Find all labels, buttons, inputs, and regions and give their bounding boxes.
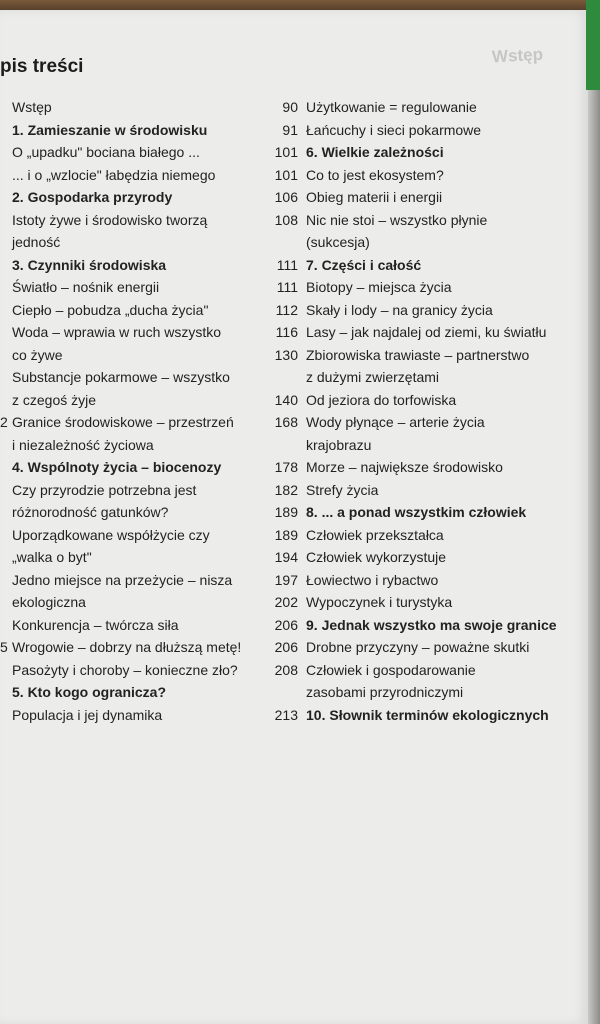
page-number: 101 <box>274 144 298 160</box>
entry-title: ... i o „wzlocie" łabędzia niemego <box>12 166 216 183</box>
entry-title: 10. Słownik terminów ekologicznych <box>306 706 549 723</box>
entry-title: Światło – nośnik energii <box>12 279 160 295</box>
toc-entry <box>270 141 570 164</box>
toc-entry <box>270 254 570 277</box>
entry-title: Wypoczynek i turystyka <box>306 594 453 610</box>
toc-entry <box>270 546 570 569</box>
entry-title: 7. Części i całość <box>306 256 422 273</box>
entry-title: ekologiczna <box>12 594 86 610</box>
toc-entry <box>0 614 268 637</box>
entry-title: Lasy – jak najdalej od ziemi, ku światłu <box>306 324 547 340</box>
toc-entry <box>270 636 570 659</box>
toc-entry <box>270 119 570 142</box>
page-number: 206 <box>274 639 298 655</box>
toc-entry <box>270 681 570 704</box>
entry-title: Ciepło – pobudza „ducha życia" <box>12 301 209 318</box>
entry-title: Wody płynące – arterie życia <box>306 414 485 430</box>
toc-entry <box>0 119 268 142</box>
toc-entry <box>0 231 268 254</box>
page-number: 116 <box>275 324 298 340</box>
entry-title: Człowiek przekształca <box>306 526 444 543</box>
entry-title: „walka o byt" <box>12 549 92 565</box>
toc-entry <box>270 591 570 614</box>
toc-entry <box>270 456 570 479</box>
entry-title: Co to jest ekosystem? <box>306 166 444 183</box>
page-edge <box>588 0 600 1024</box>
page-number: 91 <box>282 121 298 138</box>
page-number: 213 <box>274 706 298 723</box>
toc-entry <box>0 299 268 322</box>
toc-entry <box>0 411 268 434</box>
toc-entry <box>0 389 268 412</box>
entry-title: z dużymi zwierzętami <box>306 369 440 385</box>
toc-entry <box>0 164 268 187</box>
entry-title: Użytkowanie = regulowanie <box>306 99 477 115</box>
page-number: 189 <box>274 504 298 520</box>
entry-title: Czy przyrodzie potrzebna jest <box>12 481 197 498</box>
toc-entry <box>270 411 570 434</box>
green-bookmark-tab <box>586 0 600 90</box>
toc-entry <box>270 501 570 524</box>
toc-left-column <box>0 96 268 726</box>
page-number: 2 <box>0 414 8 430</box>
entry-title: różnorodność gatunków? <box>12 504 169 520</box>
toc-entry <box>0 344 268 367</box>
toc-entry <box>270 659 570 682</box>
entry-title: jedność <box>12 234 61 250</box>
page-number: 101 <box>274 166 298 183</box>
toc-entry <box>270 704 570 727</box>
entry-title: Substancje pokarmowe – wszystko <box>12 369 230 385</box>
bleed-through-header: Wstęp <box>491 44 544 67</box>
page-number: 206 <box>274 616 298 633</box>
toc-entry <box>270 614 570 637</box>
toc-entry <box>0 456 268 479</box>
page-number: 111 <box>276 279 298 295</box>
page-number: 140 <box>274 391 298 408</box>
entry-title: Pasożyty i choroby – konieczne zło? <box>12 661 238 678</box>
page-number: 130 <box>274 346 298 363</box>
toc-entry <box>0 591 268 614</box>
entry-title: Uporządkowane współżycie czy <box>12 526 210 543</box>
page-number: 106 <box>274 189 298 205</box>
toc-entry <box>270 389 570 412</box>
entry-title: 5. Kto kogo ogranicza? <box>12 684 167 700</box>
entry-title: O „upadku" bociana białego ... <box>12 144 200 160</box>
toc-entry <box>0 434 268 457</box>
entry-title: Zbiorowiska trawiaste – partnerstwo <box>306 346 530 363</box>
toc-entry <box>0 254 268 277</box>
entry-title: 3. Czynniki środowiska <box>12 256 167 273</box>
toc-entry <box>270 479 570 502</box>
entry-title: Drobne przyczyny – poważne skutki <box>306 639 530 655</box>
page-title: pis treści <box>0 56 84 77</box>
entry-title: Łowiectwo i rybactwo <box>306 571 439 588</box>
entry-title: 6. Wielkie zależności <box>306 144 444 160</box>
entry-title: Skały i lody – na granicy życia <box>306 301 493 318</box>
toc-entry <box>270 344 570 367</box>
toc-entry <box>0 524 268 547</box>
toc-entry <box>0 141 268 164</box>
toc-entry <box>0 186 268 209</box>
page-number: 189 <box>274 526 298 543</box>
toc-entry <box>270 321 570 344</box>
toc-entry <box>0 479 268 502</box>
entry-title: Istoty żywe i środowisko tworzą <box>12 211 208 228</box>
page-number: 112 <box>275 301 298 318</box>
toc-entry <box>270 366 570 389</box>
entry-title: Jedno miejsce na przeżycie – nisza <box>12 571 233 588</box>
entry-title: Wstęp <box>12 99 52 115</box>
page-number: 90 <box>282 99 298 115</box>
entry-title: z czegoś żyje <box>12 391 97 408</box>
toc-entry <box>0 636 268 659</box>
toc-entry <box>0 209 268 232</box>
page-number: 111 <box>276 256 298 273</box>
entry-title: Strefy życia <box>306 481 379 498</box>
entry-title: krajobrazu <box>306 436 372 453</box>
book-page <box>0 10 588 1024</box>
entry-title: 1. Zamieszanie w środowisku <box>12 121 208 138</box>
entry-title: 2. Gospodarka przyrody <box>12 189 173 205</box>
entry-title: zasobami przyrodniczymi <box>306 684 464 700</box>
toc-entry <box>270 276 570 299</box>
toc-entry <box>0 321 268 344</box>
entry-title: Konkurencja – twórcza siła <box>12 616 179 633</box>
entry-title: Morze – największe środowisko <box>306 459 503 475</box>
toc-right-column <box>270 96 570 726</box>
toc-entry <box>0 96 268 119</box>
entry-title: Populacja i jej dynamika <box>12 706 163 723</box>
toc-entry <box>270 96 570 119</box>
page-number: 194 <box>274 549 298 565</box>
entry-title: Wrogowie – dobrzy na dłuższą metę! <box>12 639 242 655</box>
page-number: 197 <box>274 571 298 588</box>
entry-title: 9. Jednak wszystko ma swoje granice <box>306 616 557 633</box>
page-number: 168 <box>274 414 298 430</box>
toc-entry <box>270 569 570 592</box>
toc-entry <box>270 186 570 209</box>
page-number: 5 <box>0 639 8 655</box>
toc-entry <box>0 569 268 592</box>
toc-entry <box>0 659 268 682</box>
entry-title: 4. Wspólnoty życia – biocenozy <box>12 459 222 475</box>
entry-title: Od jeziora do torfowiska <box>306 391 457 408</box>
page-number: 108 <box>274 211 298 228</box>
toc-entry <box>270 231 570 254</box>
entry-title: Nic nie stoi – wszystko płynie <box>306 211 488 228</box>
toc-entry <box>0 546 268 569</box>
entry-title: (sukcesja) <box>306 234 370 250</box>
entry-title: Człowiek wykorzystuje <box>306 549 447 565</box>
entry-title: 8. ... a ponad wszystkim człowiek <box>306 504 527 520</box>
toc-entry <box>270 164 570 187</box>
toc-entry <box>270 434 570 457</box>
toc-entry <box>270 209 570 232</box>
entry-title: Woda – wprawia w ruch wszystko <box>12 324 222 340</box>
page-number: 208 <box>274 661 298 678</box>
toc-entry <box>0 704 268 727</box>
entry-title: co żywe <box>12 346 63 363</box>
toc-entry <box>0 681 268 704</box>
entry-title: Łańcuchy i sieci pokarmowe <box>306 121 482 138</box>
page-number: 178 <box>274 459 298 475</box>
toc-entry <box>0 366 268 389</box>
toc-entry <box>270 524 570 547</box>
entry-title: Obieg materii i energii <box>306 189 443 205</box>
entry-title: Biotopy – miejsca życia <box>306 279 452 295</box>
page-number: 182 <box>274 481 298 498</box>
toc-entry <box>270 299 570 322</box>
page-number: 202 <box>274 594 298 610</box>
toc-entry <box>0 501 268 524</box>
entry-title: i niezależność życiowa <box>12 436 154 453</box>
entry-title: Człowiek i gospodarowanie <box>306 661 476 678</box>
entry-title: Granice środowiskowe – przestrzeń <box>12 414 234 430</box>
toc-entry <box>0 276 268 299</box>
